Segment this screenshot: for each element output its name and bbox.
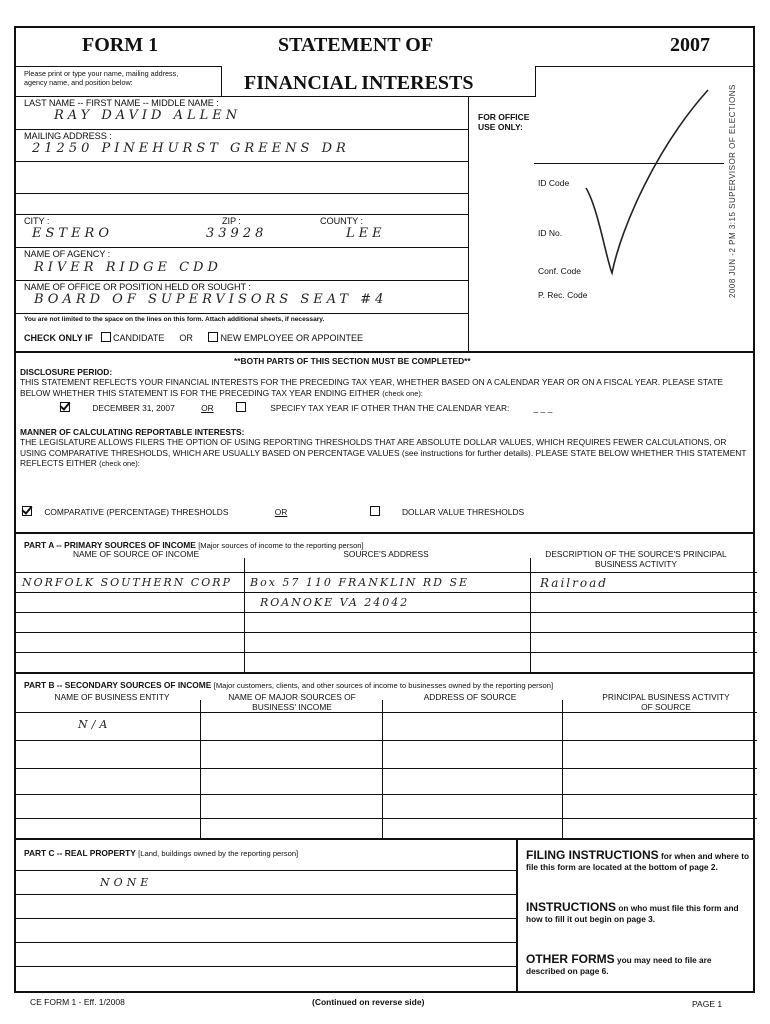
form-number: FORM 1: [82, 34, 159, 56]
instructions-title: INSTRUCTIONS: [526, 900, 616, 914]
part-b-heading: PART B -- SECONDARY SOURCES OF INCOME: [24, 680, 212, 690]
manner-body: THE LEGISLATURE ALLOWS FILERS THE OPTION OF USING REPORTING THRESHOLDS THAT ARE ABSOLUTE DOLLAR VALUES, WHICH REQUIRES FEWER CALCULATIONS, OR USING COMPARATIVE THRESHOLDS, WHICH ARE USUALLY BASED ON PERCENTAGE VALUES (see instructions for further details). PLEASE STATE BELOW WHETHER THIS STATEMENT REFLECTS EITHER: [20, 437, 747, 468]
manner-text: [20, 437, 750, 470]
dec31-checkbox[interactable]: [60, 402, 70, 412]
dollar-value-checkbox[interactable]: [370, 506, 380, 516]
specify-tax-year-label: SPECIFY TAX YEAR IF OTHER THAN THE CALENDAR YEAR:: [270, 403, 510, 413]
who-must-file-instructions: [526, 902, 750, 924]
form-year: 2007: [670, 34, 710, 56]
city-value[interactable]: ESTERO: [32, 226, 114, 241]
p-rec-code-label: P. Rec. Code: [538, 290, 588, 300]
check-or-label: OR: [179, 333, 193, 343]
tax-year-row: [60, 402, 750, 413]
part-a-row1-address[interactable]: Box 57 110 FRANKLIN RD SE: [250, 576, 470, 589]
county-value[interactable]: LEE: [346, 226, 386, 241]
threshold-or: OR: [274, 507, 288, 517]
part-a-subheading: [Major sources of income to the reporting person]: [198, 541, 364, 550]
position-label: NAME OF OFFICE OR POSITION HELD OR SOUGHT :: [24, 282, 251, 292]
dec31-label: DECEMBER 31, 2007: [92, 403, 175, 413]
footer-page: PAGE 1: [692, 999, 723, 1009]
specify-tax-year-checkbox[interactable]: [236, 402, 246, 412]
id-no-label: ID No.: [538, 228, 563, 238]
new-employee-label: NEW EMPLOYEE OR APPOINTEE: [220, 333, 363, 343]
part-b-col-address: ADDRESS OF SOURCE: [423, 692, 517, 702]
part-c-subheading: [Land, buildings owned by the reporting person]: [138, 849, 299, 858]
financial-interests-form: [14, 26, 755, 993]
zip-label: ZIP :: [222, 216, 241, 226]
check-only-row: [24, 332, 363, 343]
filing-title: FILING INSTRUCTIONS: [526, 848, 659, 862]
instruction-text: Please print or type your name, mailing address, agency name, and position below:: [24, 69, 179, 87]
address-label: MAILING ADDRESS :: [24, 131, 112, 141]
manner-heading: MANNER OF CALCULATING REPORTABLE INTERESTS:: [20, 427, 245, 437]
agency-value[interactable]: RIVER RIDGE CDD: [34, 260, 222, 275]
conf-code-label: Conf. Code: [538, 266, 581, 276]
received-stamp: 2008 JUN -2 PM 3:15 SUPERVISOR OF ELECTIONS: [728, 84, 737, 298]
instructions-text: on who must file this form and how to fill it out begin on page 3.: [526, 903, 739, 924]
part-b-col-activity: PRINCIPAL BUSINESS ACTIVITY OF SOURCE: [602, 692, 730, 712]
other-forms-instructions: [526, 954, 750, 976]
part-a-row1-activity[interactable]: Railroad: [540, 576, 608, 590]
both-parts-notice: **BOTH PARTS OF THIS SECTION MUST BE COMPLETED**: [234, 356, 471, 366]
disclosure-period-body: THIS STATEMENT REFLECTS YOUR FINANCIAL INTERESTS FOR THE PRECEDING TAX YEAR, WHETHER BASED ON A CALENDAR YEAR OR ON A FISCAL YEAR. PLEASE STATE BELOW WHETHER THIS STATEMENT IS FOR THE PRECEDING TAX YEAR ENDING EITHER: [20, 377, 724, 398]
check-only-label: CHECK ONLY IF: [24, 333, 94, 343]
id-code-label: ID Code: [538, 178, 570, 188]
city-label: CITY :: [24, 216, 50, 226]
other-forms-text: you may need to file are described on page 6.: [526, 955, 712, 976]
zip-value[interactable]: 33928: [206, 226, 268, 241]
part-b-row1-entity[interactable]: N/A: [78, 718, 112, 731]
specify-tax-year-blank[interactable]: _ _ _: [533, 403, 553, 413]
position-value[interactable]: BOARD OF SUPERVISORS SEAT #4: [34, 292, 388, 307]
part-c-heading-row: [24, 848, 298, 858]
dollar-value-label: DOLLAR VALUE THRESHOLDS: [402, 507, 525, 517]
part-c-row1-value[interactable]: NONE: [100, 876, 153, 889]
disclosure-period-heading: DISCLOSURE PERIOD:: [20, 367, 113, 377]
comparative-label: COMPARATIVE (PERCENTAGE) THRESHOLDS: [44, 507, 229, 517]
filing-text: for when and where to file this form are located at the bottom of page 2.: [526, 851, 750, 872]
manner-check-one: (check one):: [99, 459, 140, 468]
part-a-col-name: NAME OF SOURCE OF INCOME: [72, 549, 200, 559]
tax-year-or: OR: [201, 403, 214, 413]
part-a-col-address: SOURCE'S ADDRESS: [343, 549, 429, 559]
filing-instructions: [526, 850, 750, 872]
office-checkmark: [576, 88, 716, 278]
space-note: You are not limited to the space on the lines on this form. Attach additional sheets, if necessary.: [24, 316, 325, 323]
part-a-row1-name[interactable]: NORFOLK SOUTHERN CORP: [22, 576, 232, 589]
new-employee-checkbox[interactable]: [208, 332, 218, 342]
candidate-label: CANDIDATE: [113, 333, 165, 343]
footer-form-id: CE FORM 1 - Eff. 1/2008: [30, 997, 125, 1007]
address-value[interactable]: 21250 PINEHURST GREENS DR: [32, 141, 350, 156]
name-value[interactable]: RAY DAVID ALLEN: [54, 108, 242, 123]
form-title-line2: FINANCIAL INTERESTS: [244, 72, 474, 94]
comparative-checkbox[interactable]: [22, 506, 32, 516]
part-c-heading: PART C -- REAL PROPERTY: [24, 848, 136, 858]
form-title-line1: STATEMENT OF: [278, 34, 434, 56]
disclosure-period-text: [20, 377, 750, 399]
part-a-heading: PART A -- PRIMARY SOURCES OF INCOME: [24, 540, 196, 550]
threshold-row: [22, 506, 722, 517]
instruction-box: [16, 66, 222, 96]
part-b-subheading: [Major customers, clients, and other sources of income to businesses owned by the reporting person]: [213, 681, 554, 690]
office-use-label: FOR OFFICE USE ONLY:: [478, 112, 530, 132]
name-label: LAST NAME -- FIRST NAME -- MIDDLE NAME :: [24, 98, 219, 108]
county-label: COUNTY :: [320, 216, 363, 226]
part-a-row1-address2[interactable]: ROANOKE VA 24042: [260, 596, 410, 609]
other-forms-title: OTHER FORMS: [526, 952, 615, 966]
part-b-col-sources: NAME OF MAJOR SOURCES OF BUSINESS' INCOME: [228, 692, 356, 712]
disclosure-check-one: (check one):: [382, 388, 423, 398]
footer-continued: (Continued on reverse side): [312, 997, 425, 1007]
part-a-col-activity: DESCRIPTION OF THE SOURCE'S PRINCIPAL BUSINESS ACTIVITY: [545, 549, 727, 569]
part-b-heading-row: [24, 680, 553, 690]
part-b-col-entity: NAME OF BUSINESS ENTITY: [54, 692, 170, 702]
candidate-checkbox[interactable]: [101, 332, 111, 342]
agency-label: NAME OF AGENCY :: [24, 249, 111, 259]
